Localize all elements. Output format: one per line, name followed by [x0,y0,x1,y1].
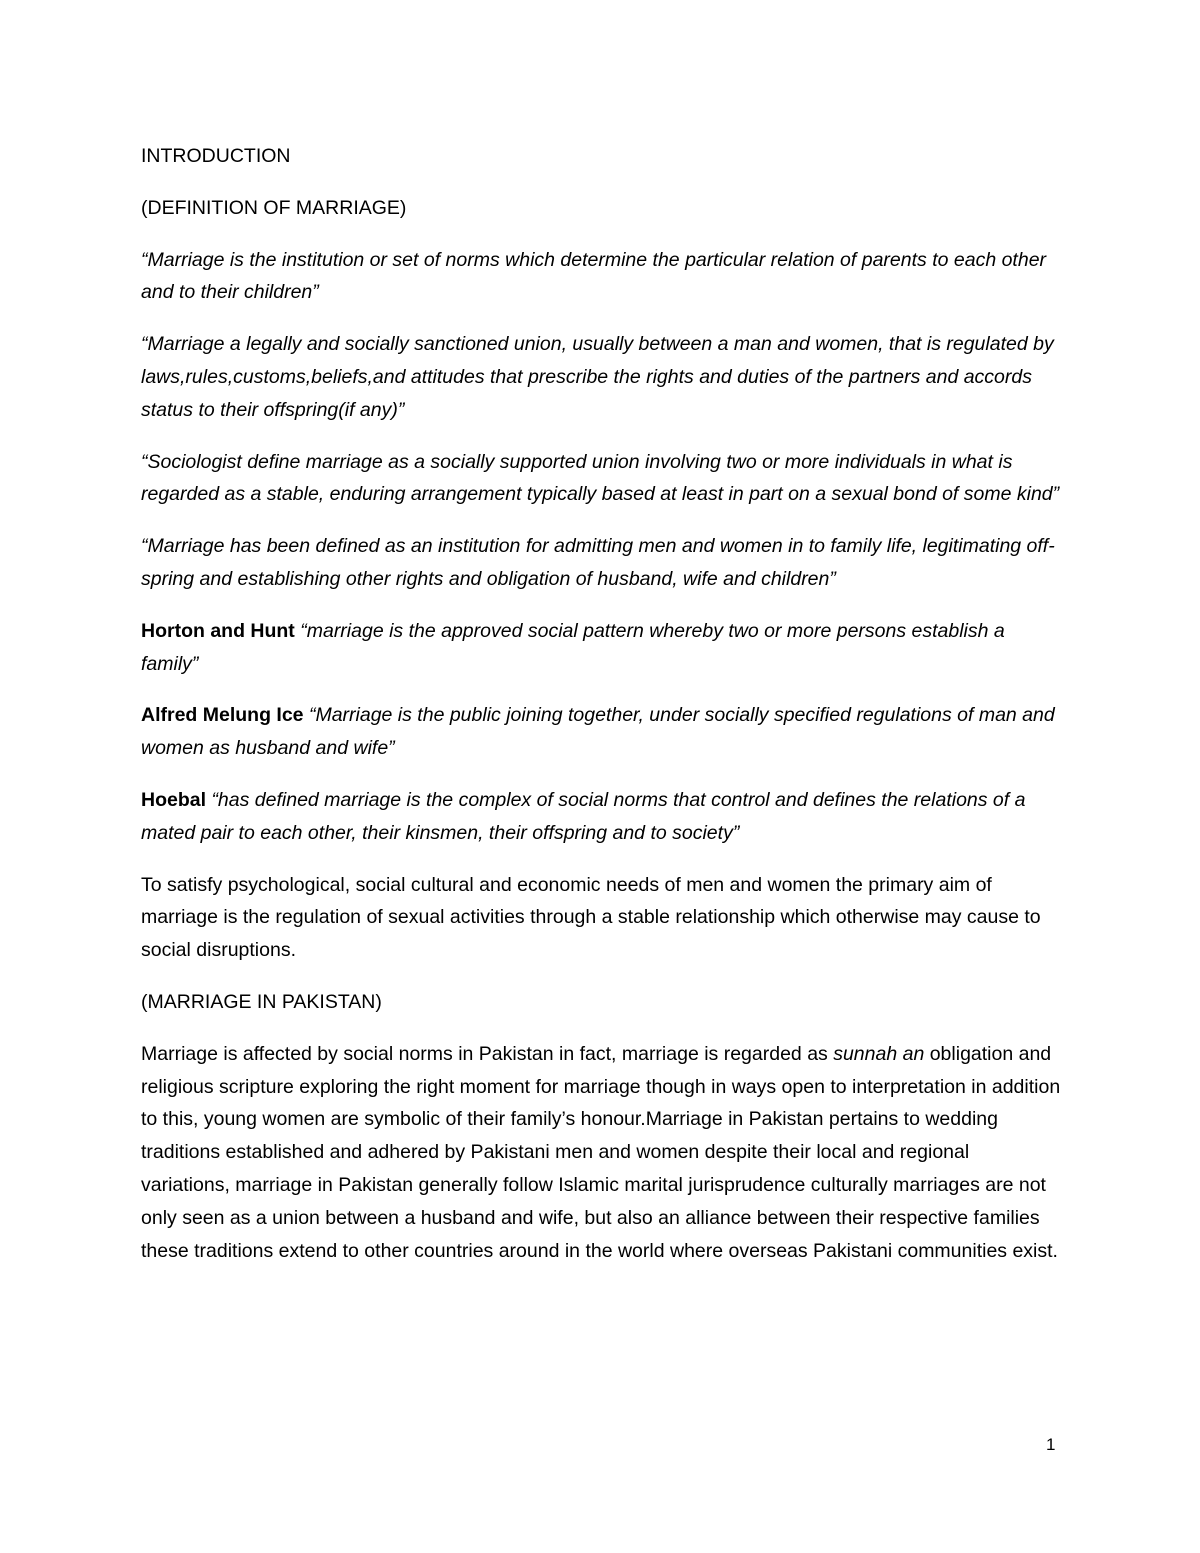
author-definition-hoebal [141,784,1061,850]
definition-quote-1: “Marriage is the institution or set of norms which determine the particular relation of parents to each other and to their children” [141,248,1047,304]
author-name-alfred-melung-ice: Alfred Melung Ice [141,704,304,727]
aim-paragraph: To satisfy psychological, social cultural and economic needs of men and women the primary aim of marriage is the regulation of sexual activities through a stable relationship which otherwise may cause to social disruptions. [141,873,1041,962]
pakistan-paragraph [141,1038,1061,1268]
page-content [141,140,1061,1286]
heading-definition-of-marriage: (DEFINITION OF MARRIAGE) [141,196,407,219]
definition-quote-2: “Marriage a legally and socially sanctioned union, usually between a man and women, that is regulated by laws,rules,customs,beliefs,and attitudes that prescribe the rights and duties of the partners and accords status to their offspring(if any)” [141,333,1054,421]
author-quote-hoebal: “has defined marriage is the complex of social norms that control and defines the relations of a mated pair to each other, their kinsmen, their offspring and to society” [141,788,1026,844]
heading-marriage-in-pakistan: (MARRIAGE IN PAKISTAN) [141,990,382,1013]
definition-quote-3: “Sociologist define marriage as a socially supported union involving two or more individuals in what is regarded as a stable, enduring arrangement typically based at least in part on a sexual bond of some kind” [141,450,1060,506]
author-definition-alfred-melung-ice [141,699,1061,765]
pakistan-paragraph-rest: obligation and religious scripture exploring the right moment for marriage though in ways open to interpretation in addition to this, young women are symbolic of their family’s honour.Marriage in Pakistan pertains to wedding traditions established and adhered by Pakistani men and women despite their local and regional variations, marriage in Pakistan generally follow Islamic marital jurisprudence culturally marriages are not only seen as a union between a husband and wife, but also an alliance between their respective families these traditions extend to other countries around in the world where overseas Pakistani communities exist. [141,1042,1061,1262]
author-quote-alfred-melung-ice: “Marriage is the public joining together, under socially specified regulations of man and women as husband and wife” [141,704,1055,760]
pakistan-paragraph-start: Marriage is affected by social norms in Pakistan in fact, marriage is regarded as [141,1042,834,1065]
author-name-hoebal: Hoebal [141,788,207,811]
page-number: 1 [1046,1435,1056,1454]
author-name-horton-hunt: Horton and Hunt [141,619,295,642]
author-quote-horton-hunt: “marriage is the approved social pattern whereby two or more persons establish a family” [141,619,1005,675]
pakistan-paragraph-italic: sunnah an [833,1042,925,1065]
heading-introduction: INTRODUCTION [141,145,291,167]
definition-quote-4: “Marriage has been defined as an institution for admitting men and women in to family life, legitimating off-spring and establishing other rights and obligation of husband, wife and children” [141,535,1055,590]
author-definition-horton-hunt [141,615,1061,681]
